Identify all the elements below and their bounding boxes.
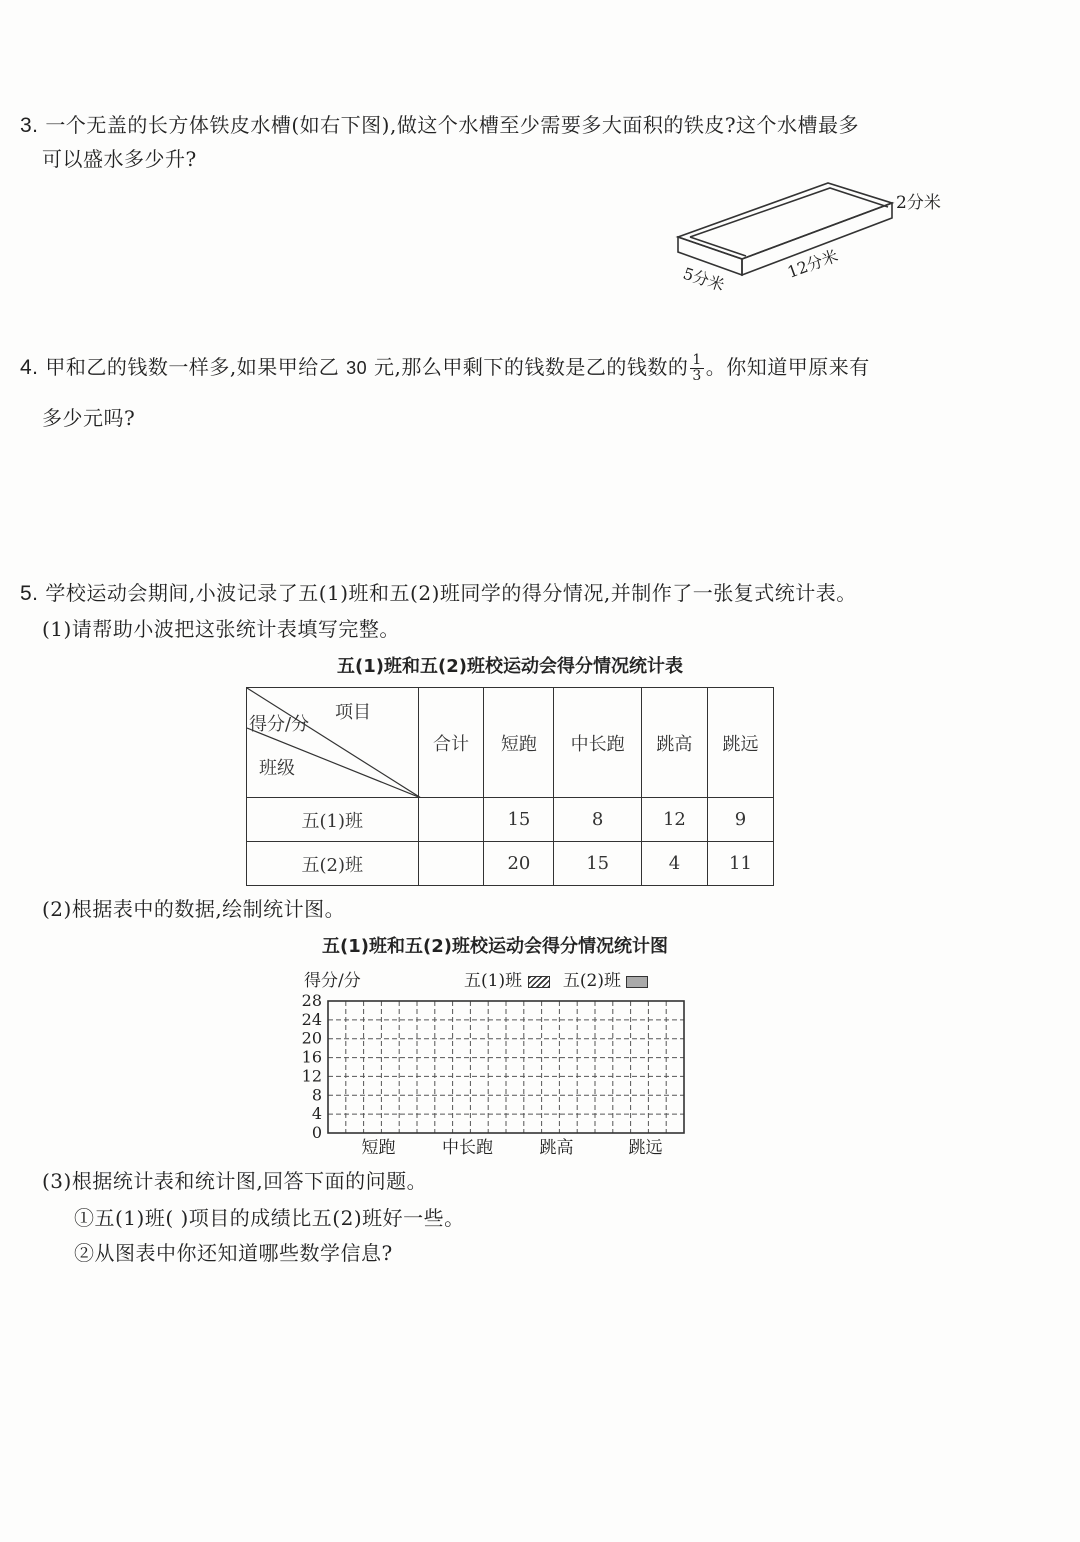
corner-class-label: 班级 (259, 758, 295, 779)
x-category-label: 短跑 (361, 1138, 396, 1158)
chart-legend (464, 966, 648, 991)
row-label: 五(2)班 (247, 842, 419, 886)
y-tick-label: 20 (301, 1028, 322, 1048)
table-corner-cell (247, 688, 419, 798)
q5-part1: (1)请帮助小波把这张统计表填写完整。 (42, 617, 400, 641)
q4-line1 (20, 352, 870, 384)
fraction-numerator: 1 (692, 352, 702, 368)
y-tick-label: 24 (301, 1009, 322, 1029)
legend-hatched-swatch (528, 976, 550, 988)
corner-score-label: 得分/分 (249, 714, 310, 735)
x-category-label: 中长跑 (442, 1138, 493, 1158)
header-sprint: 短跑 (484, 688, 554, 798)
height-label: 2分米 (896, 193, 941, 213)
y-tick-label: 8 (311, 1085, 322, 1105)
header-high-jump: 跳高 (641, 688, 707, 798)
q4-amount: 30 (346, 358, 368, 378)
value-cell: 12 (641, 798, 707, 842)
bar-chart-grid[interactable] (290, 990, 700, 1160)
q4-text-a: 甲和乙的钱数一样多,如果甲给乙 (45, 355, 340, 379)
q5-part2: (2)根据表中的数据,绘制统计图。 (42, 897, 346, 921)
q3-text-line1: 一个无盖的长方体铁皮水槽(如右下图),做这个水槽至少需要多大面积的铁皮?这个水槽最多 (45, 113, 860, 137)
y-tick-label: 12 (301, 1066, 322, 1086)
header-long-jump: 跳远 (707, 688, 773, 798)
y-tick-label: 28 (301, 991, 322, 1010)
value-cell: 9 (707, 798, 773, 842)
value-cell: 20 (484, 842, 554, 886)
y-tick-label: 0 (311, 1123, 322, 1142)
corner-diagonals (247, 688, 421, 798)
q5-number: 5. (20, 582, 39, 605)
row-label: 五(1)班 (247, 798, 419, 842)
q5-part3: (3)根据统计表和统计图,回答下面的问题。 (42, 1169, 428, 1193)
table-row (247, 798, 774, 842)
q4-number: 4. (20, 356, 39, 379)
value-cell: 8 (554, 798, 642, 842)
q5-line1 (20, 578, 857, 609)
value-cell: 15 (554, 842, 642, 886)
value-cell: 15 (484, 798, 554, 842)
total-blank-cell[interactable] (418, 798, 484, 842)
score-table (246, 687, 774, 886)
q3-text-line2: 可以盛水多少升? (42, 147, 197, 171)
header-middle-distance: 中长跑 (554, 688, 642, 798)
q3-line1 (20, 110, 859, 141)
table-row (247, 842, 774, 886)
width-label: 5分米 (680, 263, 727, 295)
header-total: 合计 (418, 688, 484, 798)
chart-ylabel: 得分/分 (304, 971, 361, 991)
corner-item-label: 项目 (335, 702, 371, 723)
x-category-label: 跳远 (628, 1138, 663, 1158)
q4-text-line2: 多少元吗? (42, 406, 136, 430)
water-trough-diagram (670, 178, 960, 303)
q4-text-b: 元,那么甲剩下的钱数是乙的钱数的 (373, 355, 689, 379)
x-category-label: 跳高 (539, 1138, 574, 1158)
value-cell: 4 (641, 842, 707, 886)
q3-number: 3. (20, 114, 39, 137)
one-third-fraction (690, 353, 703, 384)
q5-sub2: ②从图表中你还知道哪些数学信息? (74, 1241, 393, 1265)
total-blank-cell[interactable] (418, 842, 484, 886)
q4-text-c: 。你知道甲原来有 (705, 355, 870, 379)
y-tick-label: 16 (301, 1047, 322, 1067)
value-cell: 11 (707, 842, 773, 886)
y-tick-label: 4 (311, 1104, 322, 1124)
fraction-denominator: 3 (692, 368, 702, 384)
legend-gray-swatch (626, 976, 648, 988)
chart-title: 五(1)班和五(2)班校运动会得分情况统计图 (322, 936, 668, 957)
legend-class1-label: 五(1)班 (464, 971, 523, 991)
q5-intro: 学校运动会期间,小波记录了五(1)班和五(2)班同学的得分情况,并制作了一张复式统计表。 (45, 581, 857, 605)
q5-sub1: ①五(1)班( )项目的成绩比五(2)班好一些。 (74, 1206, 465, 1230)
table-title: 五(1)班和五(2)班校运动会得分情况统计表 (337, 656, 683, 677)
legend-class2-label: 五(2)班 (562, 971, 621, 991)
length-label: 12分米 (784, 245, 841, 282)
